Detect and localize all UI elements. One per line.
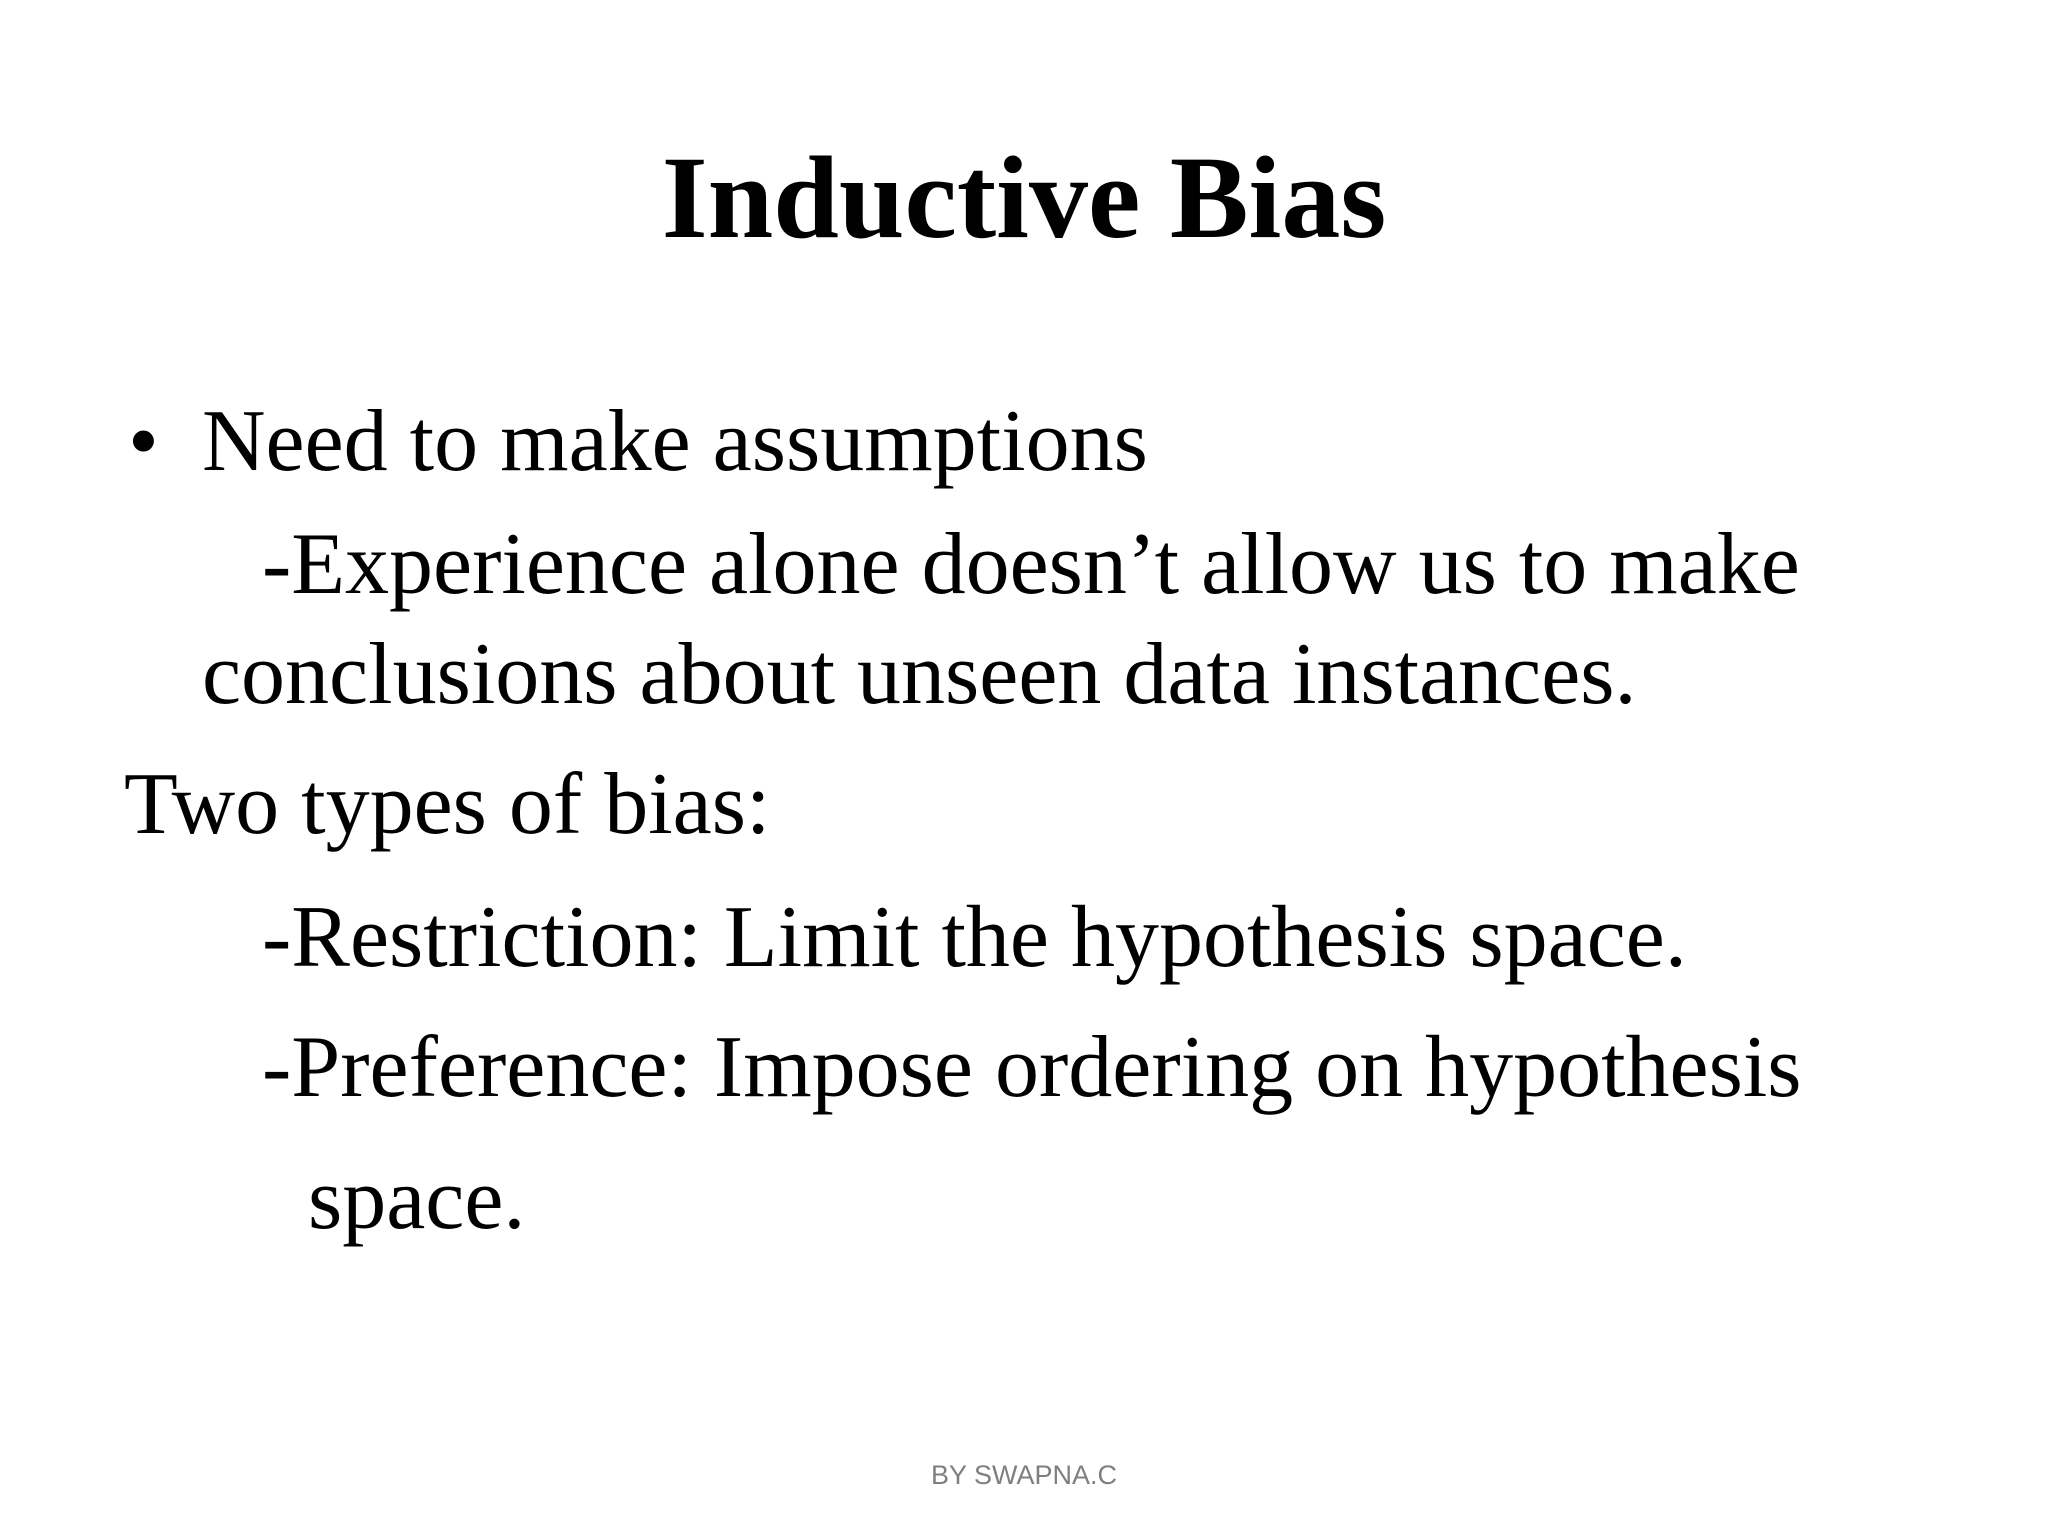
bullet-icon: • <box>128 393 159 490</box>
sub-point-experience-line-1: -Experience alone doesn’t allow us to make <box>262 516 1800 613</box>
bias-types-heading: Two types of bias: <box>124 756 771 853</box>
slide-title: Inductive Bias <box>661 132 1387 263</box>
sub-point-preference-line-1: -Preference: Impose ordering on hypothesis <box>262 1019 1802 1116</box>
sub-point-experience-line-2: conclusions about unseen data instances. <box>202 626 1637 723</box>
bullet-text: Need to make assumptions <box>202 393 1148 490</box>
sub-point-restriction: -Restriction: Limit the hypothesis space. <box>262 889 1687 986</box>
sub-point-preference-line-2: space. <box>308 1151 526 1248</box>
slide-footer: BY SWAPNA.C <box>930 1460 1118 1490</box>
